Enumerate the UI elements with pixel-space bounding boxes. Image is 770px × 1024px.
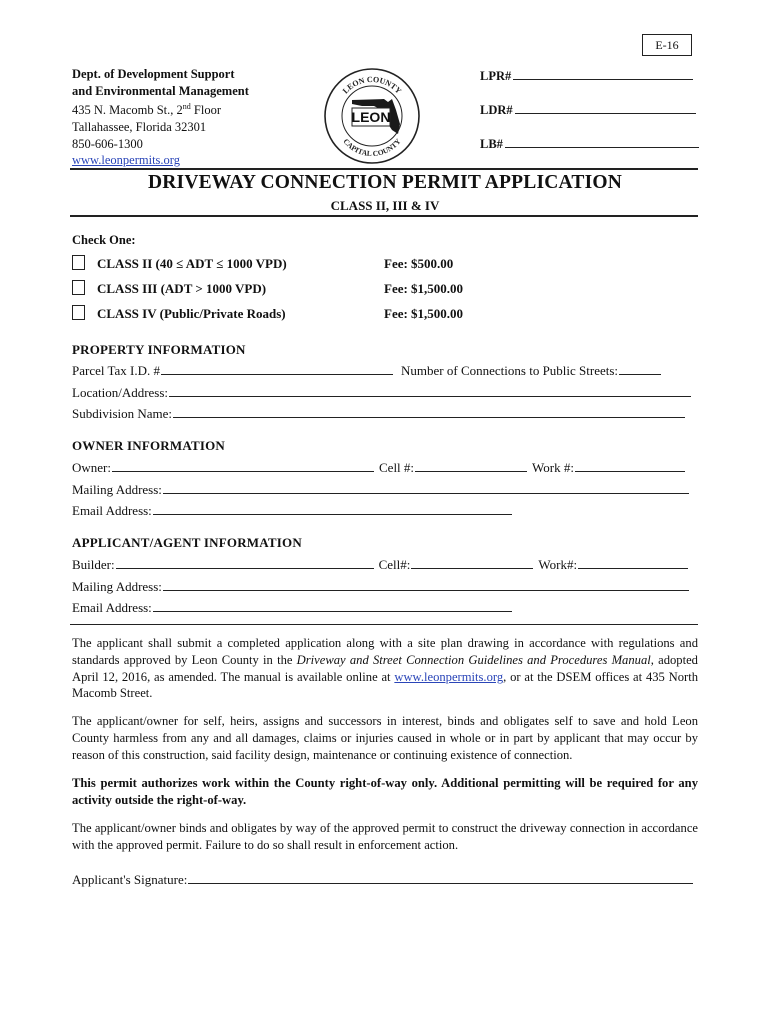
dept-website-link[interactable]: www.leonpermits.org <box>72 153 180 168</box>
svg-text:LEON: LEON <box>351 109 391 125</box>
parcel-input[interactable] <box>161 362 393 375</box>
hold-harmless-paragraph: The applicant/owner for self, heirs, assigns and successors in interest, binds and obligates self to save and hold Leon County harmless from any and all damages, claims or injuries caused in whole or in part by applicant that may occur by reason of this construction, said facility design, maintenance or continuing existence of connection. <box>72 714 698 762</box>
location-label: Location/Address: <box>72 385 169 400</box>
class-ii-fee: Fee: $500.00 <box>384 256 454 271</box>
lb-field[interactable]: LB# <box>480 135 699 152</box>
owner-cell-input[interactable] <box>415 459 527 472</box>
owner-mailing-input[interactable] <box>163 481 689 494</box>
parcel-label: Parcel Tax I.D. # <box>72 363 161 378</box>
owner-cell-label: Cell #: <box>379 460 415 475</box>
form-number: E-16 <box>642 34 692 56</box>
applicant-cell-input[interactable] <box>411 556 533 569</box>
owner-mailing-row <box>72 481 689 498</box>
class-iv-option[interactable] <box>72 306 286 322</box>
owner-input[interactable] <box>112 459 374 472</box>
class-ii-label: CLASS II (40 ≤ ADT ≤ 1000 VPD) <box>97 256 287 271</box>
subdivision-label: Subdivision Name: <box>72 406 173 421</box>
lpr-field[interactable]: LPR# <box>480 67 693 84</box>
applicant-cell-label: Cell#: <box>378 557 411 572</box>
owner-work-label: Work #: <box>532 460 574 475</box>
builder-row <box>72 556 688 573</box>
signature-input[interactable] <box>188 871 693 884</box>
dept-line1: Dept. of Development Support <box>72 67 235 81</box>
header-divider <box>70 168 698 170</box>
class-ii-checkbox[interactable] <box>72 255 85 270</box>
class-iv-fee: Fee: $1,500.00 <box>384 306 464 321</box>
owner-label: Owner: <box>72 460 111 475</box>
svg-text:LEON COUNTY: LEON COUNTY <box>340 74 404 96</box>
builder-label: Builder: <box>72 557 115 572</box>
owner-email-label: Email Address: <box>72 503 152 518</box>
check-one-label: Check One: <box>72 233 136 247</box>
leon-county-seal-logo <box>322 66 422 166</box>
applicant-mailing-row <box>72 578 689 595</box>
applicant-work-label: Work#: <box>538 557 578 572</box>
manual-website-link[interactable]: www.leonpermits.org <box>394 669 504 684</box>
class-ii-option[interactable] <box>72 256 287 272</box>
applicant-email-input[interactable] <box>153 599 512 612</box>
info-divider <box>70 624 698 625</box>
form-subtitle: CLASS II, III & IV <box>330 198 440 213</box>
class-iii-checkbox[interactable] <box>72 280 85 295</box>
connections-label: Number of Connections to Public Streets: <box>401 363 619 378</box>
property-section-heading: PROPERTY INFORMATION <box>72 342 246 357</box>
applicant-work-input[interactable] <box>578 556 688 569</box>
location-input[interactable] <box>169 384 691 397</box>
form-title: DRIVEWAY CONNECTION PERMIT APPLICATION <box>147 172 623 193</box>
submission-paragraph: The applicant shall submit a completed application along with a site plan drawing in accordance with regulations and standards approved by Leon County in the Driveway and Street Connection Guidelines and Procedures Manual, adopted April 12, 2016, as amended. The manual is available online at www.leonpermits.org, or at the DSEM offices at 435 North Macomb Street. <box>72 636 699 701</box>
applicant-mailing-label: Mailing Address: <box>72 579 162 594</box>
class-iv-label: CLASS IV (Public/Private Roads) <box>97 306 286 321</box>
applicant-section-heading: APPLICANT/AGENT INFORMATION <box>72 535 302 550</box>
applicant-email-row <box>72 599 512 616</box>
signature-label: Applicant's Signature: <box>72 872 188 887</box>
applicant-mailing-input[interactable] <box>163 578 689 591</box>
svg-text:CAPITAL COUNTY: CAPITAL COUNTY <box>341 136 403 159</box>
location-row <box>72 384 691 401</box>
right-of-way-notice: This permit authorizes work within the County right-of-way only. Additional permitting will be required for any activity outside the right-of-way. <box>72 776 698 807</box>
subdivision-row <box>72 405 685 422</box>
owner-email-input[interactable] <box>153 502 512 515</box>
dept-phone: 850-606-1300 <box>72 136 143 151</box>
department-address-block <box>72 66 249 169</box>
dept-line2: and Environmental Management <box>72 83 249 98</box>
subdivision-input[interactable] <box>173 405 685 418</box>
class-iv-checkbox[interactable] <box>72 305 85 320</box>
class-iii-fee: Fee: $1,500.00 <box>384 281 464 296</box>
applicant-email-label: Email Address: <box>72 600 152 615</box>
builder-input[interactable] <box>116 556 374 569</box>
ldr-field[interactable]: LDR# <box>480 101 696 118</box>
enforcement-paragraph: The applicant/owner binds and obligates by way of the approved permit to construct the driveway connection in accordance with the approved permit. Failure to do so shall result in enforcement action. <box>72 821 698 852</box>
class-iii-label: CLASS III (ADT > 1000 VPD) <box>97 281 267 296</box>
title-divider <box>70 215 698 217</box>
parcel-row <box>72 362 661 379</box>
owner-row <box>72 459 685 476</box>
dept-address: 435 N. Macomb St., 2nd Floor <box>72 102 221 118</box>
class-iii-option[interactable] <box>72 281 266 297</box>
dept-city: Tallahassee, Florida 32301 <box>72 119 207 134</box>
owner-section-heading: OWNER INFORMATION <box>72 438 226 453</box>
owner-mailing-label: Mailing Address: <box>72 482 162 497</box>
owner-email-row <box>72 502 512 519</box>
owner-work-input[interactable] <box>575 459 685 472</box>
signature-row <box>72 871 693 888</box>
connections-input[interactable] <box>619 362 661 375</box>
